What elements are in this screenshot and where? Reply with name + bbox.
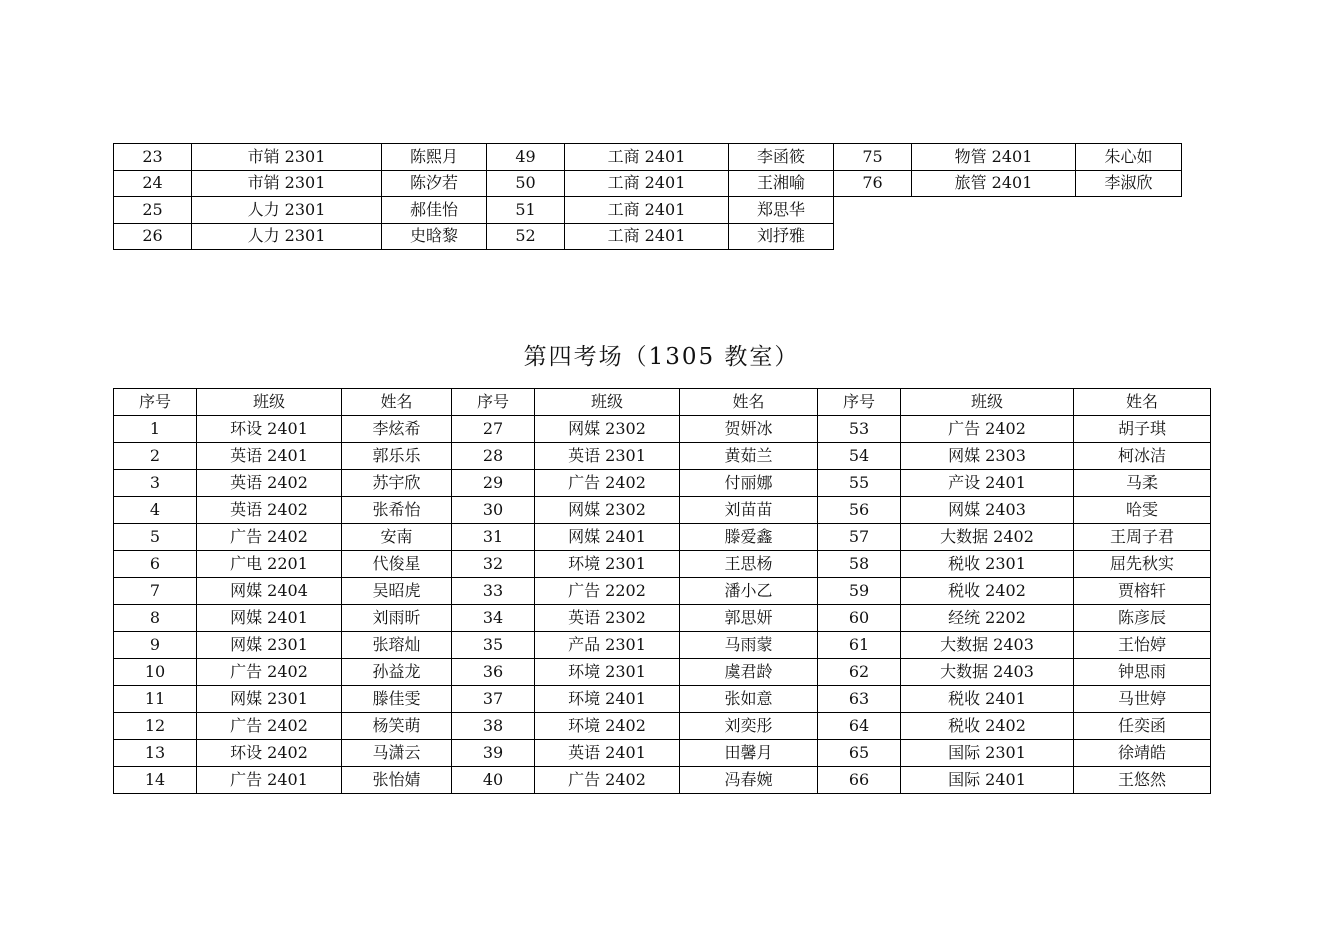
exam-table-body [114,416,1211,794]
student-name-cell: 郝佳怡 [382,197,487,224]
class-cell: 国际 2301 [901,740,1074,767]
class-cell: 网媒 2302 [535,416,680,443]
class-cell: 网媒 2404 [197,578,342,605]
class-cell: 环境 2401 [535,686,680,713]
seat-number-cell: 53 [818,416,901,443]
student-name-cell: 刘抒雅 [729,223,834,250]
seat-number-cell: 75 [834,144,912,171]
class-cell: 英语 2302 [535,605,680,632]
seat-number-cell: 36 [452,659,535,686]
student-name-cell: 王怡婷 [1074,632,1211,659]
class-cell: 市销 2301 [192,170,382,197]
seat-number-cell: 14 [114,767,197,794]
column-header-student-name: 姓名 [680,389,818,416]
class-cell: 税收 2301 [901,551,1074,578]
empty-cell [834,223,912,250]
class-cell: 英语 2401 [535,740,680,767]
class-cell: 工商 2401 [565,197,729,224]
seat-number-cell: 76 [834,170,912,197]
class-cell: 广告 2202 [535,578,680,605]
seat-number-cell: 23 [114,144,192,171]
seat-number-cell: 29 [452,470,535,497]
student-name-cell: 苏宇欣 [342,470,452,497]
empty-cell [912,197,1076,224]
class-cell: 环设 2402 [197,740,342,767]
student-name-cell: 刘奕彤 [680,713,818,740]
seat-number-cell: 28 [452,443,535,470]
seat-number-cell: 56 [818,497,901,524]
table-row [114,443,1211,470]
seat-number-cell: 64 [818,713,901,740]
seat-number-cell: 25 [114,197,192,224]
student-name-cell: 张如意 [680,686,818,713]
student-name-cell: 滕爱鑫 [680,524,818,551]
class-cell: 工商 2401 [565,144,729,171]
class-cell: 物管 2401 [912,144,1076,171]
table-header-row [114,389,1211,416]
seat-number-cell: 52 [487,223,565,250]
student-name-cell: 马潇云 [342,740,452,767]
student-name-cell: 王悠然 [1074,767,1211,794]
class-cell: 大数据 2403 [901,632,1074,659]
seat-number-cell: 11 [114,686,197,713]
student-name-cell: 马雨蒙 [680,632,818,659]
class-cell: 网媒 2303 [901,443,1074,470]
student-name-cell: 徐靖皓 [1074,740,1211,767]
column-header-class: 班级 [901,389,1074,416]
class-cell: 网媒 2301 [197,686,342,713]
seat-number-cell: 59 [818,578,901,605]
seat-number-cell: 24 [114,170,192,197]
table-row [114,144,1182,171]
seat-number-cell: 1 [114,416,197,443]
student-name-cell: 陈彦辰 [1074,605,1211,632]
class-cell: 英语 2402 [197,470,342,497]
empty-cell [912,223,1076,250]
student-name-cell: 滕佳雯 [342,686,452,713]
seat-number-cell: 63 [818,686,901,713]
class-cell: 环设 2401 [197,416,342,443]
seat-number-cell: 49 [487,144,565,171]
class-cell: 产设 2401 [901,470,1074,497]
seat-number-cell: 35 [452,632,535,659]
seat-number-cell: 51 [487,197,565,224]
seat-number-cell: 10 [114,659,197,686]
seat-number-cell: 5 [114,524,197,551]
table-row [114,713,1211,740]
student-name-cell: 代俊星 [342,551,452,578]
student-name-cell: 马柔 [1074,470,1211,497]
class-cell: 广告 2402 [197,713,342,740]
class-cell: 网媒 2401 [535,524,680,551]
class-cell: 工商 2401 [565,170,729,197]
table-row [114,551,1211,578]
class-cell: 税收 2401 [901,686,1074,713]
seat-number-cell: 61 [818,632,901,659]
student-name-cell: 李函筱 [729,144,834,171]
class-cell: 产品 2301 [535,632,680,659]
student-name-cell: 杨笑萌 [342,713,452,740]
table-row [114,170,1182,197]
student-name-cell: 王湘喻 [729,170,834,197]
seat-number-cell: 66 [818,767,901,794]
seat-number-cell: 57 [818,524,901,551]
empty-cell [834,197,912,224]
column-header-seat-number: 序号 [452,389,535,416]
table-row [114,632,1211,659]
seat-number-cell: 3 [114,470,197,497]
seat-number-cell: 34 [452,605,535,632]
class-cell: 市销 2301 [192,144,382,171]
seat-number-cell: 30 [452,497,535,524]
seat-number-cell: 4 [114,497,197,524]
seat-number-cell: 13 [114,740,197,767]
seat-number-cell: 55 [818,470,901,497]
class-cell: 经统 2202 [901,605,1074,632]
class-cell: 英语 2301 [535,443,680,470]
table-row [114,470,1211,497]
student-name-cell: 郑思华 [729,197,834,224]
class-cell: 环境 2301 [535,551,680,578]
seat-number-cell: 12 [114,713,197,740]
seat-number-cell: 60 [818,605,901,632]
student-name-cell: 刘苗苗 [680,497,818,524]
table-row [114,767,1211,794]
student-name-cell: 史晗黎 [382,223,487,250]
seat-number-cell: 39 [452,740,535,767]
seat-number-cell: 32 [452,551,535,578]
seat-number-cell: 6 [114,551,197,578]
seat-number-cell: 31 [452,524,535,551]
student-name-cell: 屈先秋实 [1074,551,1211,578]
student-name-cell: 田馨月 [680,740,818,767]
column-header-student-name: 姓名 [1074,389,1211,416]
student-name-cell: 钟思雨 [1074,659,1211,686]
class-cell: 网媒 2302 [535,497,680,524]
student-name-cell: 张希怡 [342,497,452,524]
student-name-cell: 王思杨 [680,551,818,578]
student-name-cell: 郭乐乐 [342,443,452,470]
student-name-cell: 贺妍冰 [680,416,818,443]
seat-number-cell: 37 [452,686,535,713]
table-row [114,740,1211,767]
table-row [114,578,1211,605]
table-row [114,659,1211,686]
class-cell: 广告 2401 [197,767,342,794]
class-cell: 税收 2402 [901,713,1074,740]
student-name-cell: 柯冰洁 [1074,443,1211,470]
student-name-cell: 胡子琪 [1074,416,1211,443]
class-cell: 网媒 2401 [197,605,342,632]
class-cell: 国际 2401 [901,767,1074,794]
empty-cell [1076,223,1182,250]
student-name-cell: 陈熙月 [382,144,487,171]
class-cell: 广告 2402 [535,470,680,497]
student-name-cell: 付丽娜 [680,470,818,497]
class-cell: 网媒 2301 [197,632,342,659]
table-row [114,605,1211,632]
student-name-cell: 马世婷 [1074,686,1211,713]
continued-seating-table [113,143,1182,250]
seat-number-cell: 38 [452,713,535,740]
student-name-cell: 哈雯 [1074,497,1211,524]
student-name-cell: 贾榕轩 [1074,578,1211,605]
seat-number-cell: 27 [452,416,535,443]
table-row [114,686,1211,713]
student-name-cell: 张怡婧 [342,767,452,794]
exam-room-title: 第四考场（1305 教室） [523,344,800,370]
class-cell: 英语 2401 [197,443,342,470]
student-name-cell: 任奕函 [1074,713,1211,740]
seat-number-cell: 50 [487,170,565,197]
student-name-cell: 陈汐若 [382,170,487,197]
seat-number-cell: 40 [452,767,535,794]
class-cell: 人力 2301 [192,197,382,224]
seat-number-cell: 2 [114,443,197,470]
class-cell: 广告 2402 [197,524,342,551]
column-header-seat-number: 序号 [114,389,197,416]
class-cell: 广告 2402 [535,767,680,794]
student-name-cell: 吴昭虎 [342,578,452,605]
class-cell: 环境 2402 [535,713,680,740]
class-cell: 网媒 2403 [901,497,1074,524]
class-cell: 大数据 2403 [901,659,1074,686]
class-cell: 广告 2402 [901,416,1074,443]
student-name-cell: 安南 [342,524,452,551]
table-row [114,497,1211,524]
class-cell: 税收 2402 [901,578,1074,605]
student-name-cell: 刘雨昕 [342,605,452,632]
continued-table-body [114,144,1182,250]
student-name-cell: 王周子君 [1074,524,1211,551]
seat-number-cell: 26 [114,223,192,250]
student-name-cell: 李炫希 [342,416,452,443]
student-name-cell: 潘小乙 [680,578,818,605]
table-row [114,223,1182,250]
student-name-cell: 虞君龄 [680,659,818,686]
student-name-cell: 黄茹兰 [680,443,818,470]
student-name-cell: 朱心如 [1076,144,1182,171]
column-header-seat-number: 序号 [818,389,901,416]
class-cell: 人力 2301 [192,223,382,250]
student-name-cell: 冯春婉 [680,767,818,794]
seat-number-cell: 54 [818,443,901,470]
class-cell: 广电 2201 [197,551,342,578]
seat-number-cell: 62 [818,659,901,686]
class-cell: 环境 2301 [535,659,680,686]
class-cell: 旅管 2401 [912,170,1076,197]
student-name-cell: 张瑢灿 [342,632,452,659]
table-row [114,197,1182,224]
student-name-cell: 孙益龙 [342,659,452,686]
seat-number-cell: 7 [114,578,197,605]
seat-number-cell: 8 [114,605,197,632]
class-cell: 工商 2401 [565,223,729,250]
seat-number-cell: 9 [114,632,197,659]
class-cell: 英语 2402 [197,497,342,524]
class-cell: 广告 2402 [197,659,342,686]
student-name-cell: 李淑欣 [1076,170,1182,197]
seat-number-cell: 33 [452,578,535,605]
column-header-class: 班级 [535,389,680,416]
seat-number-cell: 65 [818,740,901,767]
column-header-class: 班级 [197,389,342,416]
seat-number-cell: 58 [818,551,901,578]
student-name-cell: 郭思妍 [680,605,818,632]
table-row [114,524,1211,551]
empty-cell [1076,197,1182,224]
table-row [114,416,1211,443]
class-cell: 大数据 2402 [901,524,1074,551]
exam-room-seating-table [113,388,1211,794]
column-header-student-name: 姓名 [342,389,452,416]
